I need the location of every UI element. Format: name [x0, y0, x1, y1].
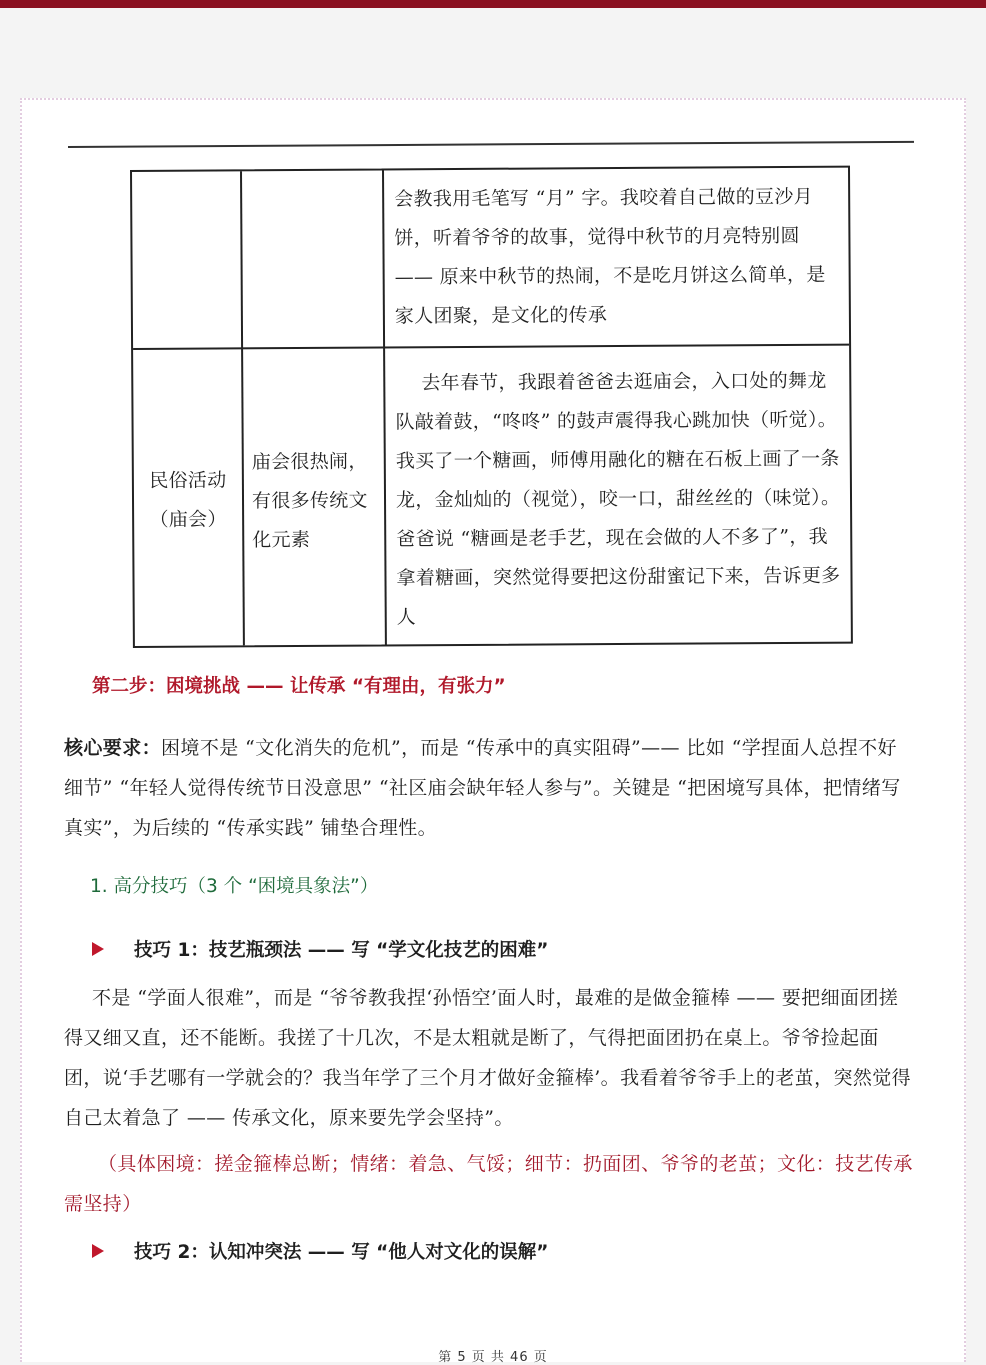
top-bar	[0, 0, 986, 8]
tip1-title-row	[92, 936, 548, 962]
arrow-bullet-icon	[92, 942, 104, 956]
content-table	[130, 166, 853, 648]
tip1-note	[64, 1144, 914, 1224]
tip1-paragraph	[64, 978, 914, 1138]
table-row2-col3-text: 去年春节，我跟着爸爸去逛庙会，入口处的舞龙队敲着鼓，“咚咚” 的鼓声震得我心跳加快（听觉）。我买了一个糖画，师傅用融化的糖在石板上画了一条龙，金灿灿的（视觉），咬一口，甜丝丝的（味觉）。爸爸说 “糖画是老手艺，现在会做的人不多了”，我拿着糖画，突然觉得要把这份甜蜜记下来，告诉更多人	[395, 369, 841, 629]
tips-heading: 1. 高分技巧（3 个 “困境具象法”）	[90, 876, 379, 897]
table-row2-col1: 民俗活动（庙会）	[149, 469, 227, 531]
table-row1-col3: 会教我用毛笔写 “月” 字。我咬着自己做的豆沙月饼，听着爷爷的故事，觉得中秋节的月亮特别圆 —— 原来中秋节的热闹，不是吃月饼这么简单，是家人团聚，是文化的传承	[394, 185, 826, 328]
tip1-note-text: （具体困境：搓金箍棒总断；情绪：着急、气馁；细节：扔面团、爷爷的老茧；文化：技艺传承需坚持）	[64, 1153, 913, 1215]
tip1-title: 技巧 1：技艺瓶颈法 —— 写 “学文化技艺的困难”	[134, 940, 549, 961]
page-number-footer: 第 5 页 共 46 页	[438, 1350, 548, 1365]
tip2-title: 技巧 2：认知冲突法 —— 写 “他人对文化的误解”	[134, 1242, 549, 1263]
core-requirement-paragraph	[64, 728, 914, 848]
core-requirement-label: 核心要求：	[64, 737, 162, 759]
table-row2-col3	[395, 362, 843, 638]
tip2-title-row	[92, 1238, 548, 1264]
table-row2-col2: 庙会很热闹，有很多传统文化元素	[251, 450, 368, 552]
arrow-bullet-icon	[92, 1244, 104, 1258]
core-requirement-text: 困境不是 “文化消失的危机”，而是 “传承中的真实阻碍”—— 比如 “学捏面人总捏不好细节” “年轻人觉得传统节日没意思” “社区庙会缺年轻人参与”。关键是 “把困境写具体，把情绪写真实”，为后续的 “传承实践” 铺垫合理性。	[64, 737, 901, 839]
step2-heading: 第二步：困境挑战 —— 让传承 “有理由，有张力”	[92, 676, 506, 697]
tip1-text: 不是 “学面人很难”，而是 “爷爷教我捏‘孙悟空’面人时，最难的是做金箍棒 —— 要把细面团搓得又细又直，还不能断。我搓了十几次，不是太粗就是断了，气得把面团扔在桌上。爷爷捡起面团，说‘手艺哪有一学就会的？我当年学了三个月才做好金箍棒’。我看着爷爷手上的老茧，突然觉得自己太着急了 —— 传承文化，原来要先学会坚持”。	[64, 987, 912, 1129]
table-row-2	[133, 344, 853, 648]
